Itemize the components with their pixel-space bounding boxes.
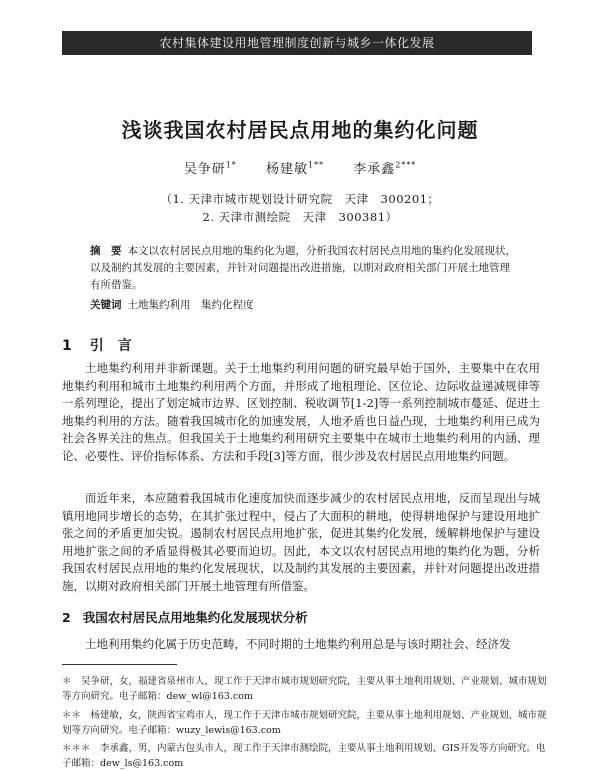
abstract	[90, 243, 520, 294]
section-number: 2	[62, 610, 71, 625]
author-name: 吴争研	[183, 162, 226, 177]
affiliation: 2. 天津市测绘院 天津 300381）	[202, 210, 398, 224]
abstract-text: 本文以农村居民点用地的集约化为题，分析我国农村居民点用地的集约化发展现状，以及制约其发展的主要因素，并针对问题提出改进措施，以期对政府相关部门开展土地管理有所借鉴。	[90, 245, 516, 291]
author-list	[0, 158, 600, 177]
affiliation: （1. 天津市城市规划设计研究院 天津 300201；	[160, 192, 440, 206]
author	[266, 162, 324, 177]
paper-title: 浅谈我国农村居民点用地的集约化问题	[121, 118, 479, 142]
keywords-label: 关键词	[90, 299, 122, 311]
author-name: 李承鑫	[353, 162, 396, 177]
author	[353, 162, 416, 177]
body-paragraph: 土地利用集约化属于历史范畴，不同时期的土地集约利用总是与该时期社会、经济发	[85, 637, 511, 651]
section-heading	[62, 608, 308, 626]
author-mark: 2***	[395, 160, 417, 170]
footnote: ＊＊ 杨建敏，女，陕西省宝鸡市人，现工作于天津市城市规划研究院，主要从事土地利用规划、产业规划、城市规划等方向研究。电子邮箱：wuzy_lewis@163.com	[62, 710, 547, 736]
keywords	[90, 297, 520, 314]
footnote: ＊＊＊ 李承鑫，男，内蒙古包头市人，现工作于天津市测绘院，主要从事土地利用规划、GIS开发等方向研究。电子邮箱：dew_ls@163.com	[62, 743, 546, 769]
footnote: ＊ 吴争研，女，福建省泉州市人，现工作于天津市城市规划研究院，主要从事土地利用规划、产业规划、城市规划等方向研究。电子邮箱：dew_wl@163.com	[62, 676, 547, 702]
running-header: 农村集体建设用地管理制度创新与城乡一体化发展	[62, 31, 532, 55]
body-paragraph: 而近年来，本应随着我国城市化速度加快而逐步减少的农村居民点用地，反而呈现出与城镇用地同步增长的态势，在其扩张过程中，侵占了大面积的耕地，使得耕地保护与建设用地扩张之间的矛盾更加尖锐。遏制农村居民点用地扩张，促进其集约化发展，缓解耕地保护与建设用地扩张之间的矛盾显得极其必要而迫切。因此，本文以农村居民点用地的集约化为题，分析我国农村居民点用地的集约化发展现状，以及制约其发展的主要因素，并针对问题提出改进措施，以期对政府相关部门开展土地管理有所借鉴。	[62, 491, 540, 593]
author-name: 杨建敏	[265, 162, 308, 177]
section-title: 我国农村居民点用地集约化发展现状分析	[82, 610, 308, 625]
author-mark: 1**	[307, 160, 325, 170]
abstract-label: 摘 要	[90, 245, 122, 257]
section-heading	[62, 335, 146, 355]
section-title: 引言	[89, 338, 146, 354]
body-paragraph: 土地集约利用并非新课题。关于土地集约利用问题的研究最早始于国外，主要集中在农用地集约利用和城市土地集约利用两个方面，并形成了地租理论、区位论、边际收益递减规律等一系列理论，提出了划定城市边界、区划控制、税收调节[1-2]等一系列控制城市蔓延、促进土地集约利用的方法。随着我国城市化的加速发展，人地矛盾也日益凸现，土地集约利用已成为社会各界关注的焦点。但我国关于土地集约利用研究主要集中在城市土地集约利用的内涵、理论、必要性、评价指标体系、方法和手段[3]等方面，很少涉及农村居民点用地集约问题。	[62, 361, 540, 463]
author	[184, 162, 237, 177]
section-number: 1	[62, 338, 72, 354]
keywords-text: 土地集约利用 集约化程度	[127, 299, 254, 311]
author-mark: 1*	[225, 160, 237, 170]
footnote-divider	[62, 664, 177, 665]
